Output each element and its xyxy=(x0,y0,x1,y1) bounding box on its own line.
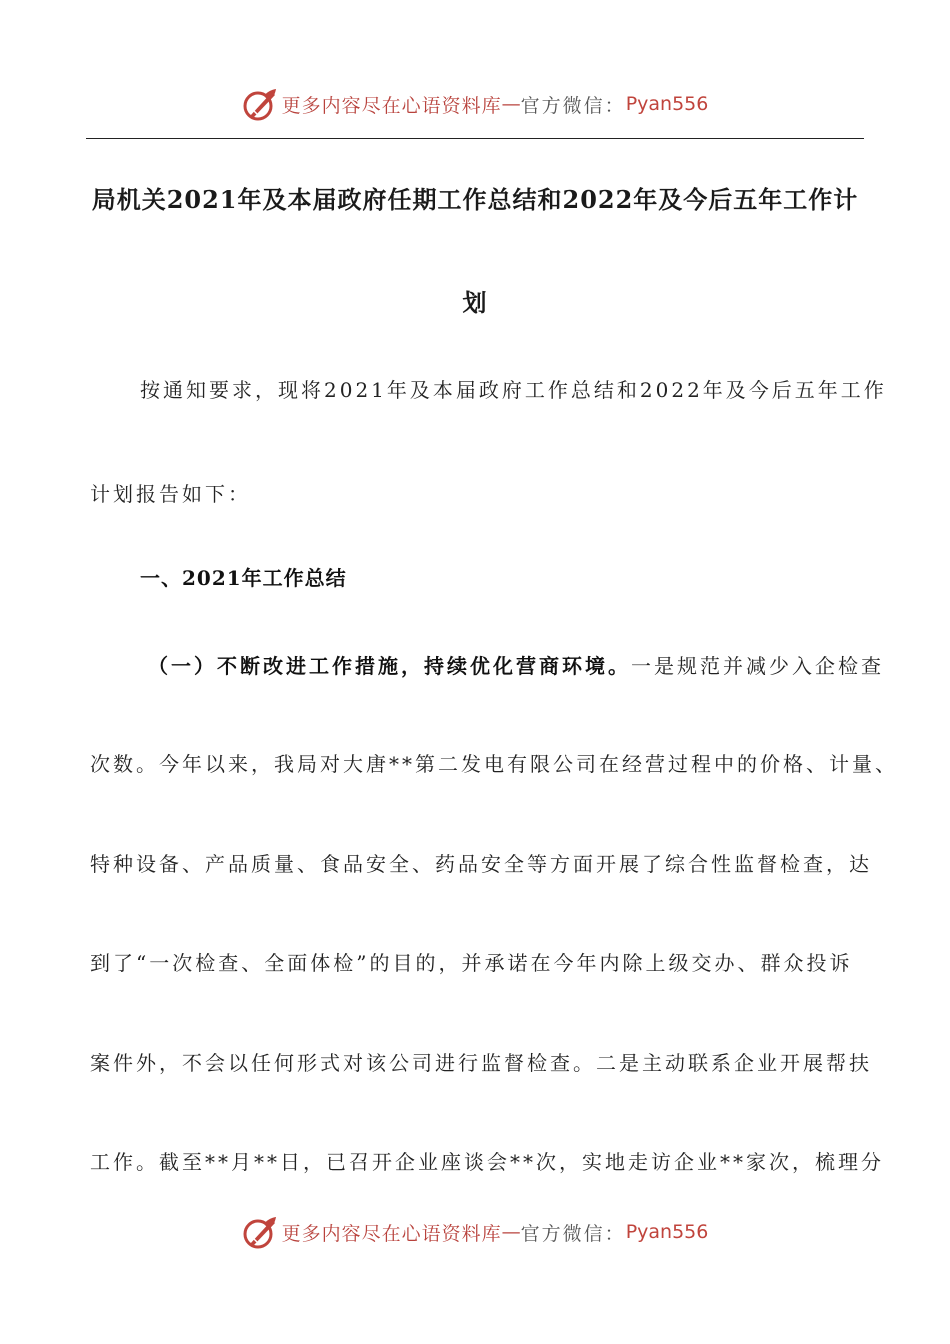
intro-line-1: 按通知要求，现将2021年及本届政府工作总结和2022年及今后五年工作 xyxy=(140,378,887,402)
document-title-line2: 划 xyxy=(462,288,488,317)
paragraph-line-1-rest: 一是规范并减少入企检查 xyxy=(631,654,884,678)
banner-wechat-label: 官方微信： xyxy=(520,94,626,117)
paragraph-line-6: 工作。截至**月**日，已召开企业座谈会**次，实地走访企业**家次，梳理分 xyxy=(90,1150,884,1174)
quill-logo-icon xyxy=(242,86,278,122)
banner-dash: — xyxy=(501,93,521,115)
banner-wechat-id: Pyan556 xyxy=(625,1221,709,1243)
paragraph-line-2: 次数。今年以来，我局对大唐**第二发电有限公司在经营过程中的价格、计量、 xyxy=(90,752,898,776)
banner-dash: — xyxy=(501,1221,521,1243)
header-divider xyxy=(86,138,864,139)
header-banner xyxy=(0,84,950,124)
banner-wechat-label: 官方微信： xyxy=(520,1222,626,1245)
footer-banner xyxy=(0,1212,950,1252)
banner-text: 更多内容尽在心语资料库 xyxy=(281,94,502,117)
quill-logo-icon xyxy=(242,1214,278,1250)
subsection-heading: （一）不断改进工作措施，持续优化营商环境。 xyxy=(148,654,631,678)
intro-line-2: 计划报告如下： xyxy=(90,482,251,506)
banner-text: 更多内容尽在心语资料库 xyxy=(281,1222,502,1245)
paragraph-line-3: 特种设备、产品质量、食品安全、药品安全等方面开展了综合性监督检查，达 xyxy=(90,852,872,876)
banner-wechat-id: Pyan556 xyxy=(625,93,709,115)
section-heading: 一、2021年工作总结 xyxy=(140,566,347,590)
paragraph-line-4: 到了“一次检查、全面体检”的目的，并承诺在今年内除上级交办、群众投诉 xyxy=(90,951,853,975)
document-title-line1: 局机关2021年及本届政府任期工作总结和2022年及今后五年工作计 xyxy=(91,185,859,214)
paragraph-line-1 xyxy=(148,650,928,679)
paragraph-line-5: 案件外，不会以任何形式对该公司进行监督检查。二是主动联系企业开展帮扶 xyxy=(90,1051,872,1075)
